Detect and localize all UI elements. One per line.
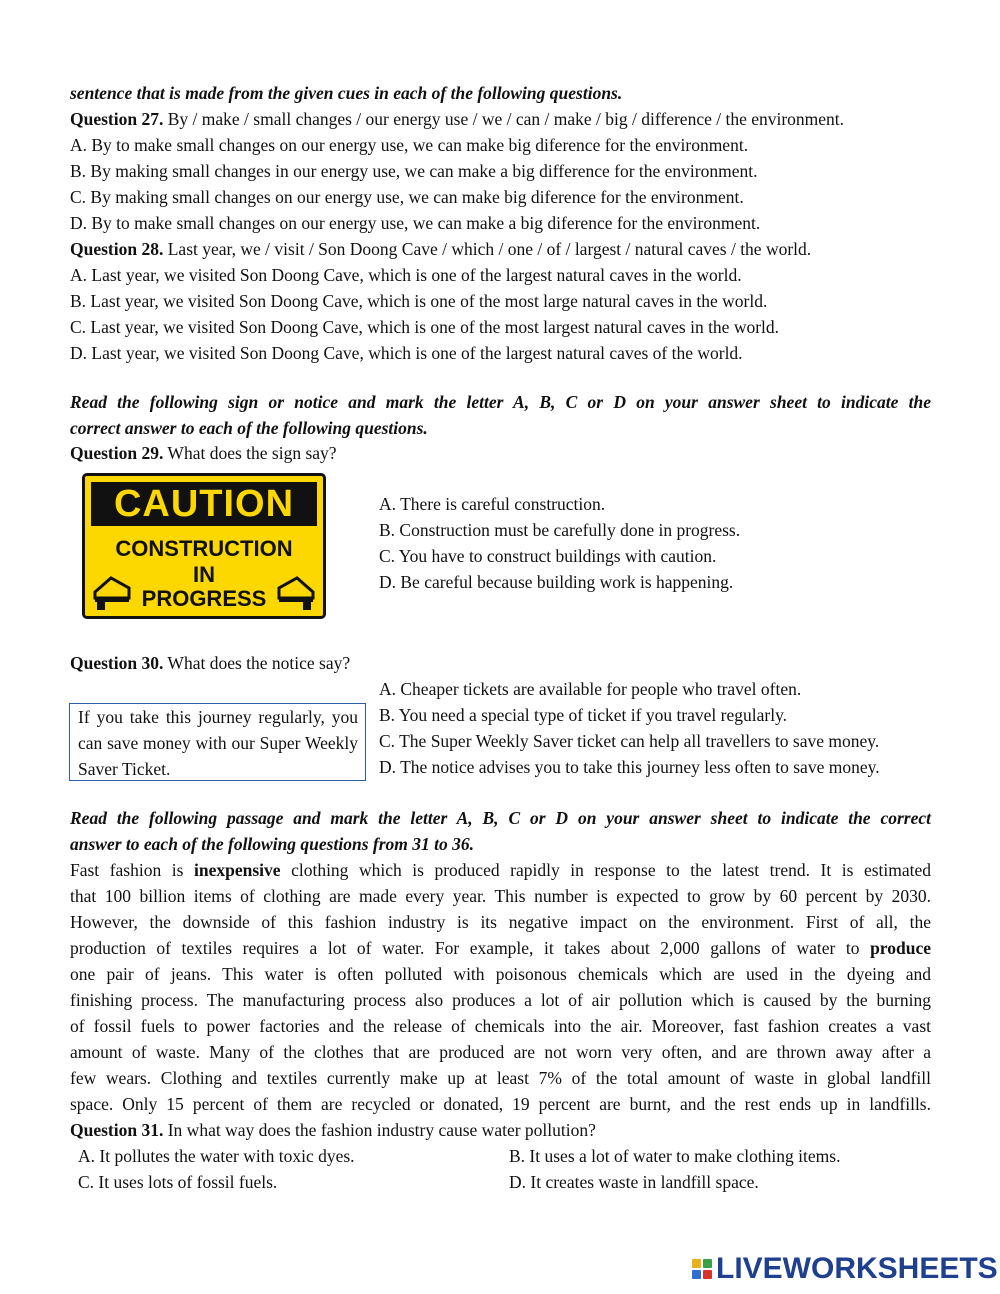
q27-option-d[interactable]: D. By to make small changes on our energy use, we can make a big diference for the environment. xyxy=(70,213,761,233)
notice-text: If you take this journey regularly, you can save money with our Super Weekly Saver Ticket. xyxy=(78,707,358,779)
q31-option-d[interactable]: D. It creates waste in landfill space. xyxy=(509,1172,759,1192)
q28-option-a[interactable]: A. Last year, we visited Son Doong Cave, which is one of the largest natural caves in the world. xyxy=(70,265,742,285)
notice-box xyxy=(69,703,366,781)
passage-line-4-start: production of textiles requires a lot of water. For example, it takes about 2,000 gallons of water to xyxy=(70,938,860,958)
question-30-prompt: What does the notice say? xyxy=(167,653,351,673)
question-27 xyxy=(70,109,844,129)
keyword-inexpensive: inexpensive xyxy=(193,860,281,880)
question-27-label: Question 27. xyxy=(70,109,164,129)
barrier-left-icon xyxy=(91,574,133,612)
passage-line-8: amount of waste. Many of the clothes that are produced are not worn very often, and are thrown away after a xyxy=(70,1042,931,1062)
q29-option-b[interactable]: B. Construction must be carefully done in progress. xyxy=(379,520,741,540)
question-27-prompt: By / make / small changes / our energy use / we / can / make / big / difference / the environment. xyxy=(167,109,845,129)
sign-instruction-line2: correct answer to each of the following questions. xyxy=(70,418,428,438)
passage-line-1-end: clothing which is produced rapidly in response to the latest trend. It is estimated xyxy=(291,860,932,880)
caution-sign xyxy=(82,473,326,619)
passage-line-10: space. Only 15 percent of them are recycled or donated, 19 percent are burnt, and the rest ends up in landfills. xyxy=(70,1094,931,1114)
passage-line-1-start: Fast fashion is xyxy=(70,860,184,880)
sign-line-2: IN xyxy=(193,562,215,587)
q27-option-c[interactable]: C. By making small changes on our energy use, we can make big diference for the environment. xyxy=(70,187,744,207)
q29-option-c[interactable]: C. You have to construct buildings with caution. xyxy=(379,546,717,566)
question-29-prompt: What does the sign say? xyxy=(167,443,337,463)
passage-line-3: However, the downside of this fashion industry is its negative impact on the environment. First of all, the xyxy=(70,912,931,932)
passage-line-1 xyxy=(70,860,931,880)
sign-line-1: CONSTRUCTION xyxy=(115,536,293,561)
question-31-prompt: In what way does the fashion industry cause water pollution? xyxy=(167,1120,596,1140)
passage-line-4 xyxy=(70,938,931,958)
q31-option-c[interactable]: C. It uses lots of fossil fuels. xyxy=(78,1172,278,1192)
sign-header: CAUTION xyxy=(91,482,317,526)
passage-instruction-line2: answer to each of the following questions from 31 to 36. xyxy=(70,834,474,854)
q27-option-a[interactable]: A. By to make small changes on our energy use, we can make big diference for the environment. xyxy=(70,135,749,155)
liveworksheets-logo xyxy=(692,1254,998,1284)
q27-option-b[interactable]: B. By making small changes in our energy use, we can make a big difference for the environment. xyxy=(70,161,758,181)
q30-option-c[interactable]: C. The Super Weekly Saver ticket can help all travellers to save money. xyxy=(379,731,880,751)
q30-option-a[interactable]: A. Cheaper tickets are available for people who travel often. xyxy=(379,679,802,699)
question-31 xyxy=(70,1120,596,1140)
logo-blocks-icon xyxy=(692,1259,712,1279)
q31-option-a[interactable]: A. It pollutes the water with toxic dyes. xyxy=(78,1146,355,1166)
question-31-label: Question 31. xyxy=(70,1120,164,1140)
question-28-label: Question 28. xyxy=(70,239,164,259)
sign-line-3: PROGRESS xyxy=(141,586,267,611)
sign-instruction-line1: Read the following sign or notice and mark the letter A, B, C or D on your answer sheet to indicate the xyxy=(70,392,931,412)
question-29 xyxy=(70,443,337,463)
logo-text: LIVEWORKSHEETS xyxy=(716,1252,998,1285)
question-29-label: Question 29. xyxy=(70,443,164,463)
passage-line-2: that 100 billion items of clothing are made every year. This number is expected to grow by 60 percent by 2030. xyxy=(70,886,931,906)
q30-option-b[interactable]: B. You need a special type of ticket if you travel regularly. xyxy=(379,705,788,725)
q31-option-b[interactable]: B. It uses a lot of water to make clothing items. xyxy=(509,1146,841,1166)
question-30-label: Question 30. xyxy=(70,653,164,673)
passage-line-6: finishing process. The manufacturing process also produces a lot of air pollution which is caused by the burning xyxy=(70,990,931,1010)
q28-option-b[interactable]: B. Last year, we visited Son Doong Cave, which is one of the most large natural caves in the world. xyxy=(70,291,768,311)
passage-line-5: one pair of jeans. This water is often polluted with poisonous chemicals which are used in the dyeing and xyxy=(70,964,931,984)
q28-option-c[interactable]: C. Last year, we visited Son Doong Cave, which is one of the most largest natural caves in the world. xyxy=(70,317,780,337)
passage-line-9: few wears. Clothing and textiles currently make up at least 7% of the total amount of waste in global landfill xyxy=(70,1068,931,1088)
barrier-right-icon xyxy=(275,574,317,612)
question-28-prompt: Last year, we / visit / Son Doong Cave / which / one / of / largest / natural caves / the world. xyxy=(167,239,812,259)
q29-option-a[interactable]: A. There is careful construction. xyxy=(379,494,606,514)
q29-option-d[interactable]: D. Be careful because building work is happening. xyxy=(379,572,734,592)
instruction-tail: sentence that is made from the given cues in each of the following questions. xyxy=(70,83,623,103)
question-28 xyxy=(70,239,811,259)
q28-option-d[interactable]: D. Last year, we visited Son Doong Cave, which is one of the largest natural caves of the world. xyxy=(70,343,743,363)
q30-option-d[interactable]: D. The notice advises you to take this journey less often to save money. xyxy=(379,757,880,777)
passage-line-7: of fossil fuels to power factories and the release of chemicals into the air. Moreover, fast fashion creates a vast xyxy=(70,1016,931,1036)
passage-instruction-line1: Read the following passage and mark the letter A, B, C or D on your answer sheet to indicate the correct xyxy=(70,808,931,828)
keyword-produce: produce xyxy=(870,938,932,958)
question-30 xyxy=(70,653,350,673)
